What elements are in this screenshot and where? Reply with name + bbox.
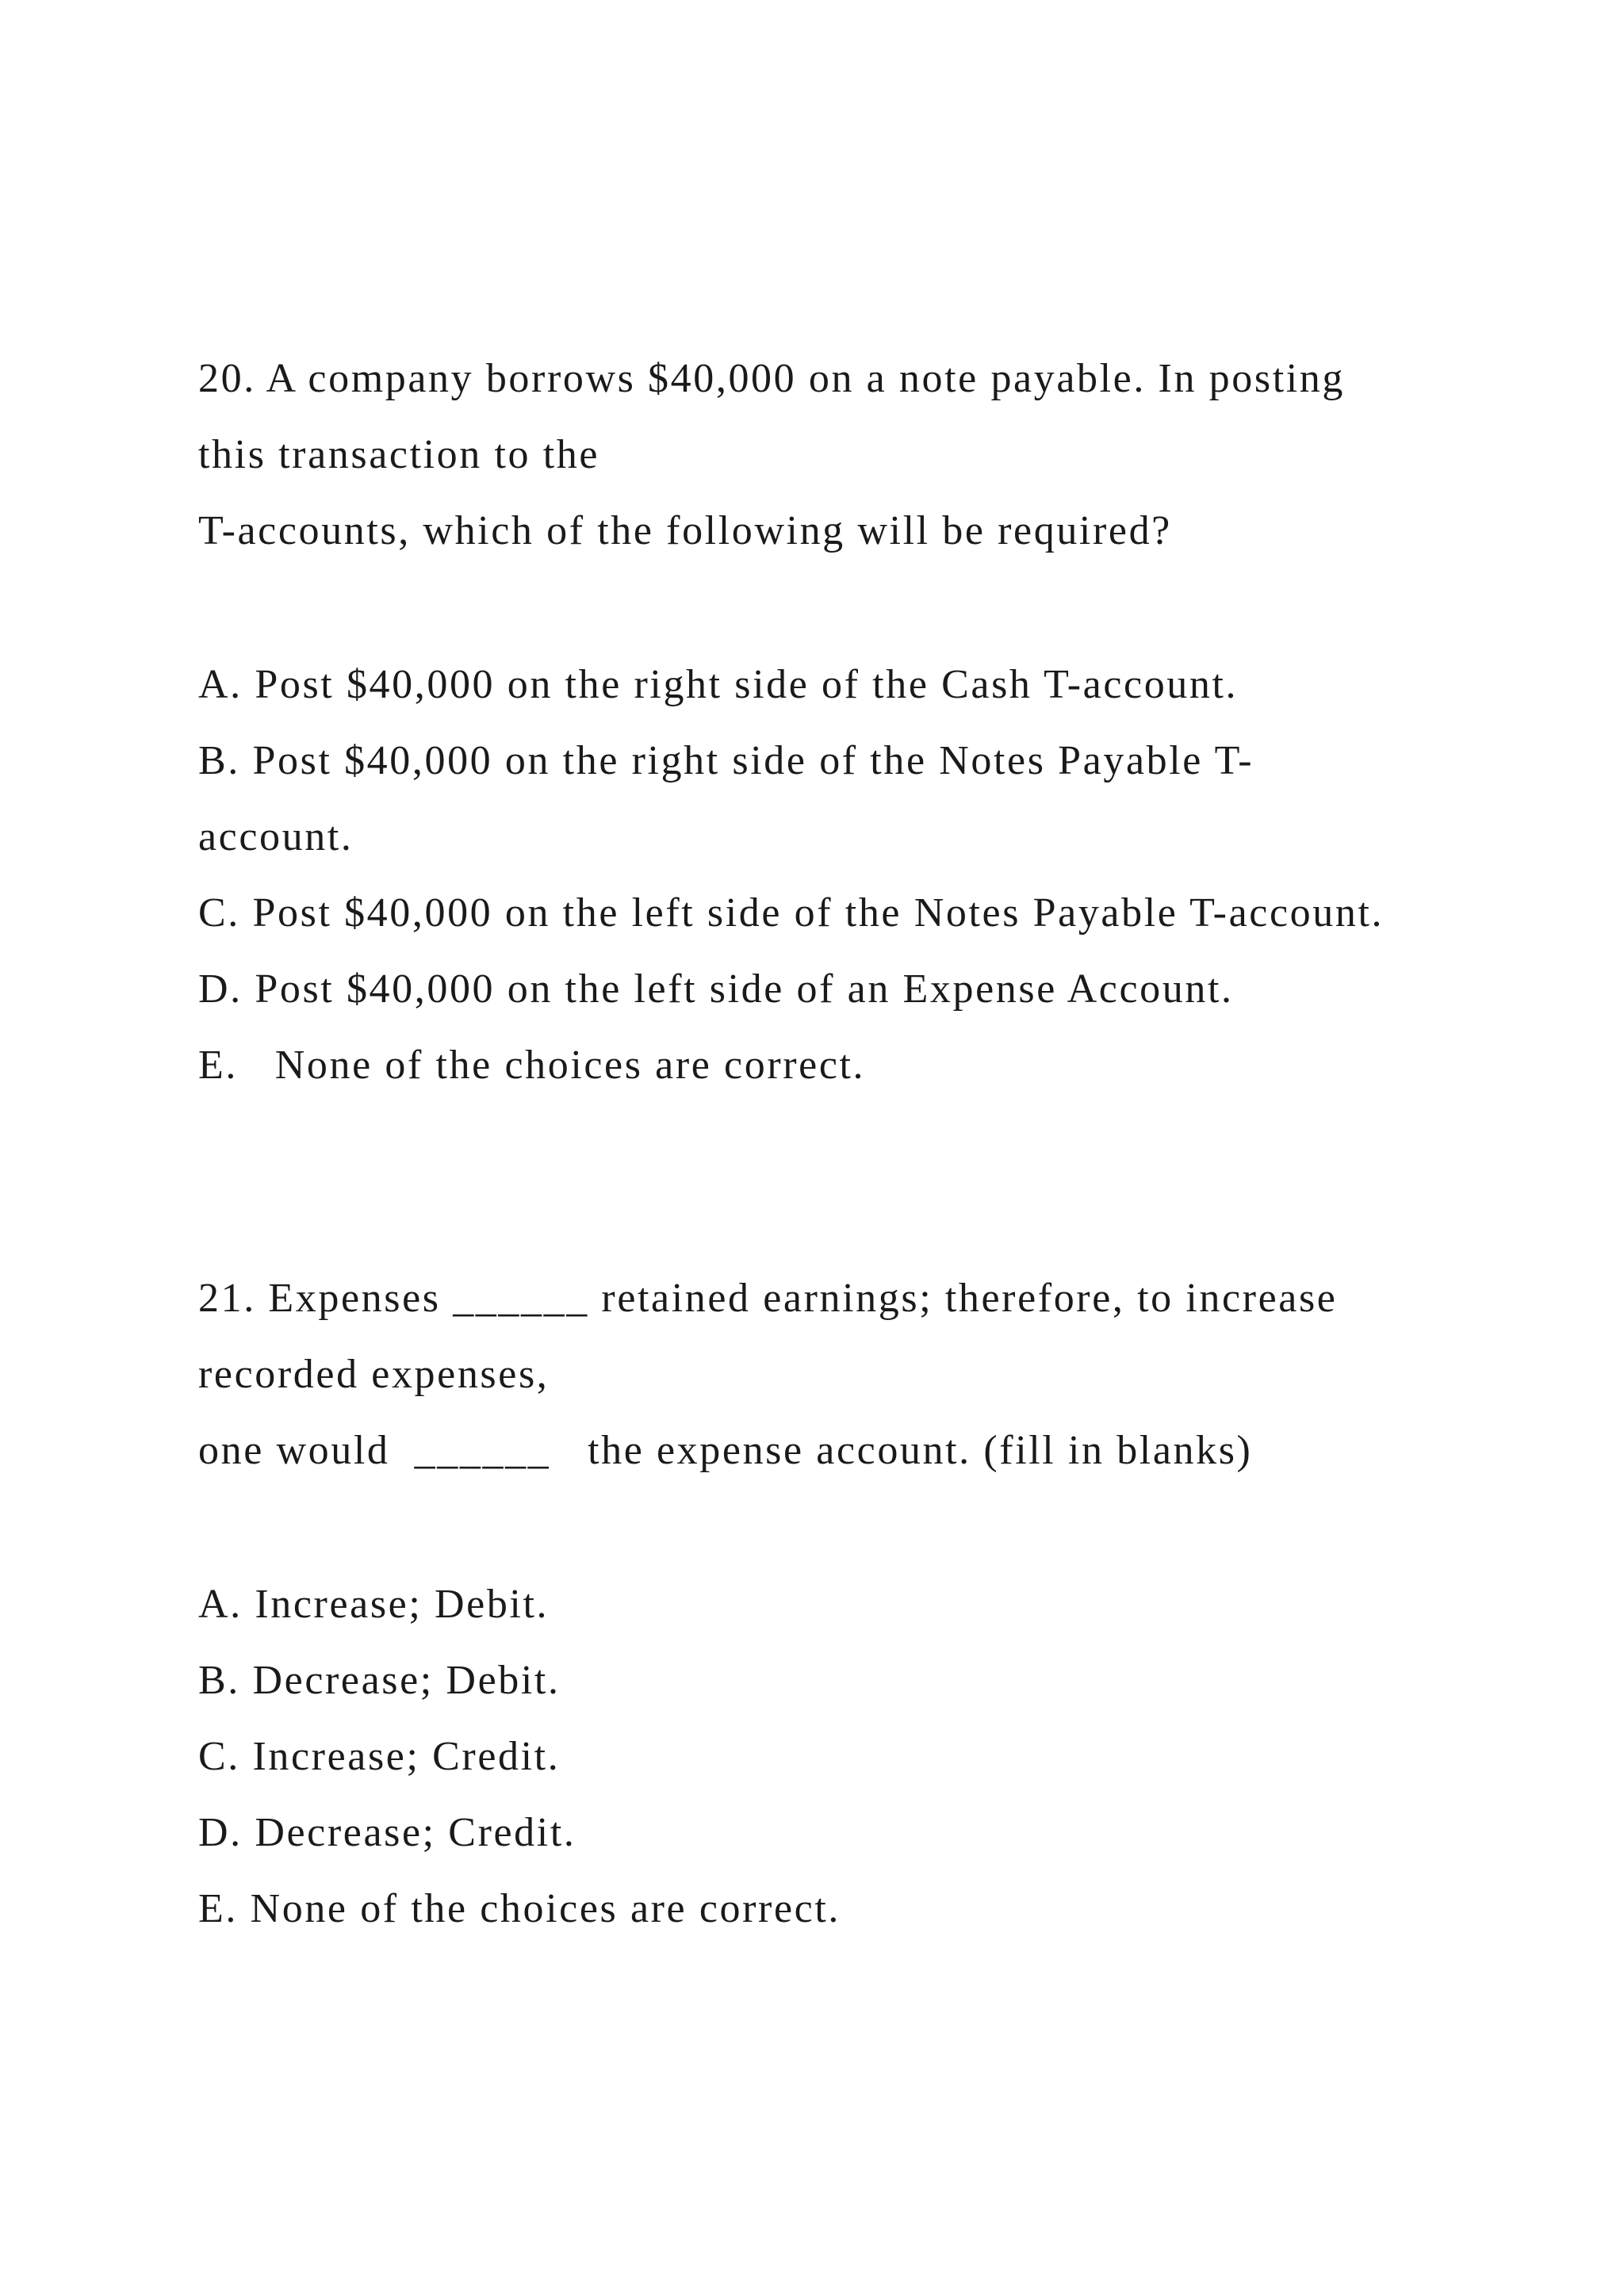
question-20-choice-e: E. None of the choices are correct. [198, 1043, 866, 1088]
question-21-choice-c: C. Increase; Credit. [198, 1734, 561, 1779]
question-20-choice-d: D. Post $40,000 on the left side of an Expense Account. [198, 966, 1234, 1012]
question-20-line-1: 20. A company borrows $40,000 on a note payable. In posting [198, 356, 1345, 401]
question-21-line-1: 21. Expenses ______ retained earnings; therefore, to increase [198, 1276, 1338, 1321]
question-20-choice-c: C. Post $40,000 on the left side of the Notes Payable T-account. [198, 890, 1385, 936]
question-20-line-2: this transaction to the [198, 432, 600, 477]
question-20-choice-a: A. Post $40,000 on the right side of the Cash T-account. [198, 662, 1239, 707]
question-20-choice-b: B. Post $40,000 on the right side of the Notes Payable T- [198, 738, 1254, 783]
question-21-choice-d: D. Decrease; Credit. [198, 1810, 576, 1855]
question-21-line-2: recorded expenses, [198, 1352, 550, 1397]
question-21-choice-a: A. Increase; Debit. [198, 1582, 550, 1627]
question-21-line-3: one would ______ the expense account. (fill in blanks) [198, 1428, 1253, 1473]
question-20-line-3: T-accounts, which of the following will be required? [198, 508, 1172, 553]
question-21-choice-e: E. None of the choices are correct. [198, 1886, 841, 1931]
question-20-choice-b-continued: account. [198, 814, 354, 859]
question-21-choice-b: B. Decrease; Debit. [198, 1658, 561, 1703]
